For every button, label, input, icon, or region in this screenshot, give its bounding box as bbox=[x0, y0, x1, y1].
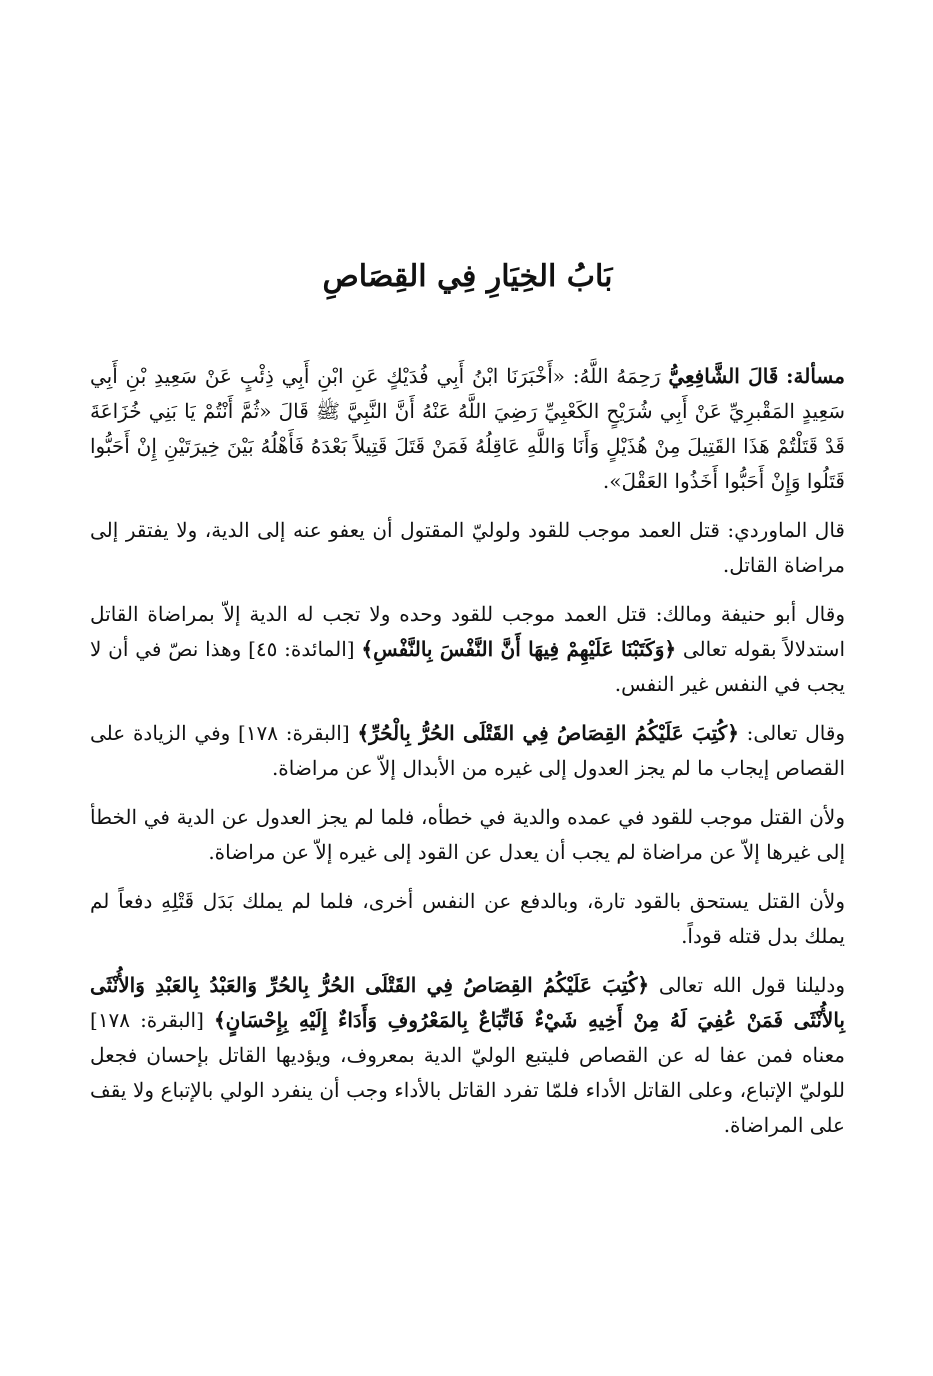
paragraph-text: [المائدة: ٤٥] وهذا نصّ في أن لا يجب في النفس غير النفس. bbox=[90, 637, 845, 696]
quran-verse: ﴿كُتِبَ عَلَيْكُمُ القِصَاصُ فِي القَتْلَى الحُرُّ بِالحُرِّ وَالعَبْدُ بِالعَبْدِ وَالأُنْثَى بِالأُنْثَى فَمَنْ عُفِيَ لَهُ مِنْ أَخِيهِ شَيْءٌ فَاتِّبَاعٌ بِالمَعْرُوفِ وَأَدَاءٌ إِلَيْهِ بِإِحْسَانٍ﴾ bbox=[90, 973, 846, 1032]
chapter-title: بَابُ الخِيَارِ فِي القِصَاصِ bbox=[322, 259, 613, 294]
paragraph-text: [البقرة: ١٧٨] معناه فمن عفا له عن القصاص فليتبع الوليّ الدية بمعروف، ويؤديها القاتل بإحسان فجعل للوليّ الإتباع، وعلى القاتل الأداء فلمّا تفرد القاتل بالأداء وجب أن ينفرد الولي بالإتباع ولا يقف على المراضاة. bbox=[90, 1008, 845, 1137]
masala-paragraph bbox=[90, 359, 845, 499]
paragraph-2 bbox=[90, 597, 845, 702]
paragraph-text: ودليلنا قول الله تعالى bbox=[658, 973, 845, 997]
paragraph-3 bbox=[90, 716, 845, 786]
paragraph-text: [البقرة: ١٧٨] وفي الزيادة على القصاص إيجاب ما لم يجز العدول إلى غيره من الأبدال إلاّ عن مراضاة. bbox=[90, 721, 845, 780]
paragraph-text: وقال أبو حنيفة ومالك: قتل العمد موجب للقود وحده ولا تجب له الدية إلاّ بمراضاة القاتل استدلالاً بقوله تعالى bbox=[90, 602, 846, 661]
paragraph-4 bbox=[90, 800, 845, 870]
paragraph-5 bbox=[90, 884, 845, 954]
masala-speaker: قَالَ الشَّافِعِيُّ bbox=[668, 364, 779, 388]
paragraph-6 bbox=[90, 968, 845, 1143]
masala-label: مسألة: bbox=[786, 364, 845, 388]
paragraph-text: ولأن القتل يستحق بالقود تارة، وبالدفع عن النفس أخرى، فلما لم يملك بَدَل قَتْلِهِ دفعاً لم يملك بدل قتله قوداً. bbox=[90, 889, 845, 948]
masala-text: رَحِمَهُ اللَّهُ: «أَخْبَرَنَا ابْنُ أَبِي فُدَيْكٍ عَنِ ابْنِ أَبِي ذِئْبٍ عَنْ سَعِيدِ بْنِ أَبِي سَعِيدٍ المَقْبرِيِّ عَنْ أَبِي شُرَيْحٍ الكَعْبِيِّ رَضِيَ اللَّهُ عَنْهُ أَنَّ النَّبِيَّ ﷺ قَالَ «ثُمَّ أَنْتُمْ يَا بَنِي خُزَاعَةَ قَدْ قَتَلْتُمْ هَذَا القَتِيلَ مِنْ هُذَيْلٍ وَأَنَا وَاللَّهِ عَاقِلُهُ فَمَنْ قَتَلَ قَتِيلاً بَعْدَهُ فَأَهْلُهُ بَيْنَ خِيرَتَيْنِ إِنْ أَحَبُّوا قَتَلُوا وَإِنْ أَحَبُّوا أَخَذُوا العَقْلَ». bbox=[90, 364, 845, 493]
paragraph-text: قال الماوردي: قتل العمد موجب للقود ولوليّ المقتول أن يعفو عنه إلى الدية، ولا يفتقر إلى مراضاة القاتل. bbox=[90, 518, 845, 577]
quran-verse: ﴿كُتِبَ عَلَيْكُمُ القِصَاصُ فِي القَتْلَى الحُرُّ بِالْحُرِّ﴾ bbox=[357, 721, 739, 745]
document-page bbox=[90, 255, 845, 1157]
paragraph-text: ولأن القتل موجب للقود في عمده والدية في خطأه، فلما لم يجز العدول عن الدية في الخطأ إلى غيرها إلاّ عن مراضاة لم يجب أن يعدل عن القود إلى غيره إلاّ عن مراضاة. bbox=[90, 805, 845, 864]
quran-verse: ﴿وَكَتَبْنَا عَلَيْهِمْ فِيهَا أَنَّ النَّفْسَ بِالنَّفْسِ﴾ bbox=[361, 637, 677, 661]
paragraph-1 bbox=[90, 513, 845, 583]
paragraph-text: وقال تعالى: bbox=[746, 721, 846, 745]
